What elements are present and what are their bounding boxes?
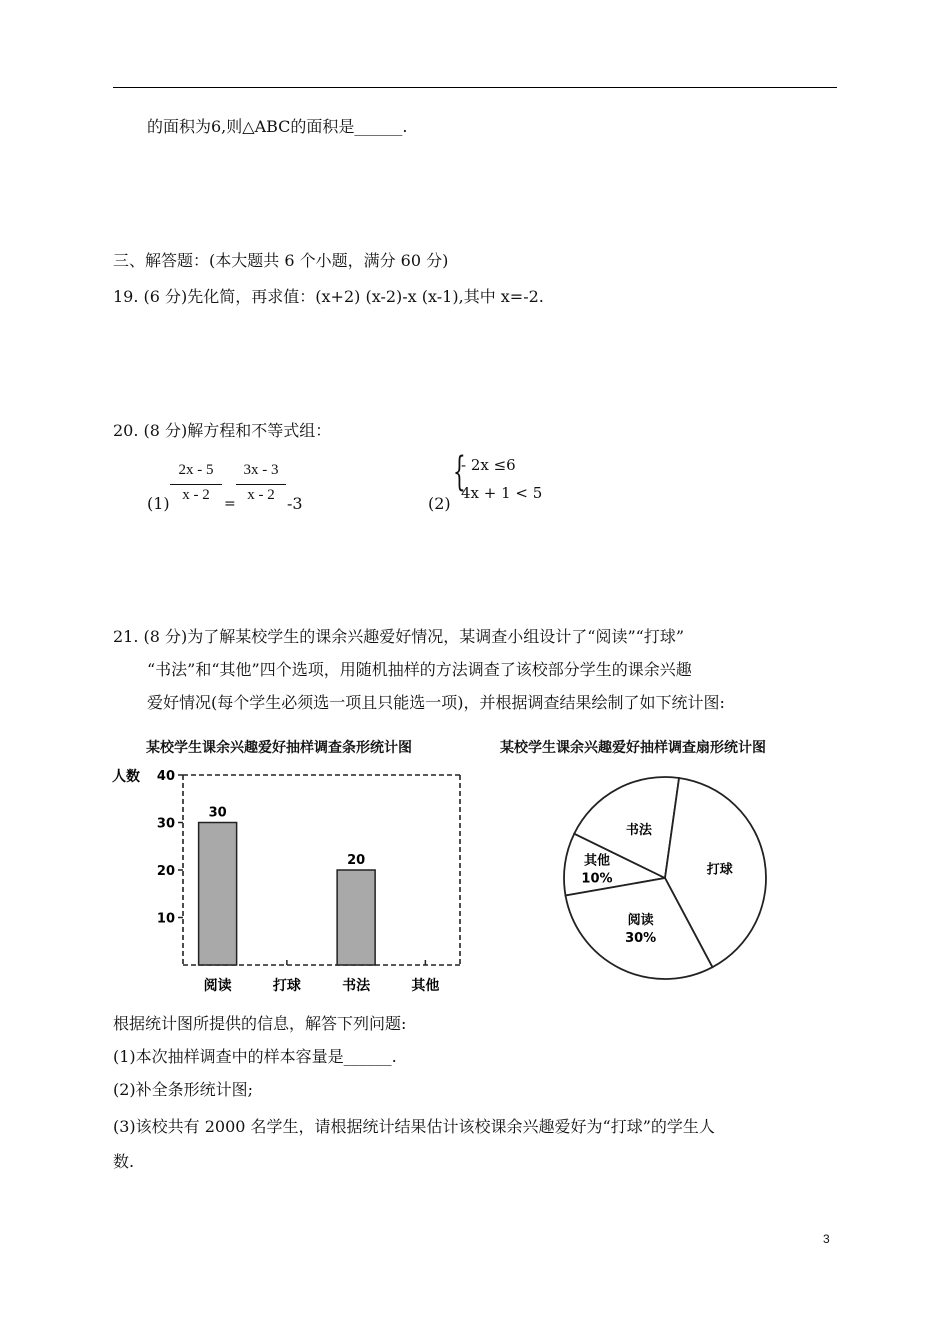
bar-value-label: 20 [347, 853, 366, 868]
q20-inequality-1: - 2x ≤6 [461, 456, 516, 474]
frac-left-numerator: 2x - 5 [178, 462, 214, 478]
system-brace-icon: { [453, 449, 466, 495]
bar-chart-title: 某校学生课余兴趣爱好抽样调查条形统计图 [146, 740, 412, 756]
bar-chart-y-ticks [157, 769, 183, 927]
frac-left-denominator: x - 2 [182, 487, 210, 503]
frac-right-bar [236, 484, 286, 485]
category-label: 打球 [272, 978, 301, 994]
pie-slice-label: 其他 [583, 853, 610, 869]
q20-part1-label: (1) [147, 494, 170, 513]
q21-sub2: (2)补全条形统计图; [113, 1080, 254, 1099]
pie-slice-label: 打球 [706, 862, 733, 878]
page-number: 3 [823, 1232, 830, 1246]
pie-slice-label: 书法 [625, 822, 652, 838]
y-tick-label: 30 [156, 816, 175, 832]
q21-sub1: (1)本次抽样调查中的样本容量是______. [113, 1047, 397, 1066]
pie-chart [555, 768, 775, 988]
bar [337, 870, 375, 965]
pie-slice-label: 阅读 [627, 912, 654, 928]
frac-right-numerator: 3x - 3 [243, 462, 279, 478]
category-label: 书法 [342, 978, 371, 994]
bar-value-label: 30 [208, 805, 227, 821]
q20-part2-label: (2) [428, 494, 451, 513]
pie-slice-percent: 10% [581, 871, 613, 887]
question-21-line2: “书法”和“其他”四个选项，用随机抽样的方法调查了该校部分学生的课余兴趣 [147, 660, 692, 679]
q21-instructions: 根据统计图所提供的信息，解答下列问题: [113, 1014, 407, 1033]
question-21-line3: 爱好情况(每个学生必须选一项且只能选一项)，并根据调查结果绘制了如下统计图: [147, 693, 725, 712]
bar-chart-categories [204, 977, 440, 994]
q20-frac-left [168, 462, 224, 504]
q18-tail-text: 的面积为6,则△ABC的面积是______. [147, 117, 408, 136]
section-3-heading: 三、解答题：(本大题共 6 个小题，满分 60 分) [113, 251, 449, 270]
y-tick-label: 10 [156, 911, 175, 927]
bar-chart-bars [199, 806, 426, 966]
q20-equals: = [224, 496, 236, 512]
q21-sub3-line1: (3)该校共有 2000 名学生，请根据统计结果估计该校课余兴趣爱好为“打球”的学生人 [113, 1117, 715, 1136]
category-label: 其他 [411, 978, 440, 994]
q20-frac-right [234, 462, 288, 504]
q21-sub3-line2: 数. [113, 1152, 135, 1171]
pie-slice-percent: 30% [625, 930, 657, 946]
frac-left-bar [170, 484, 222, 485]
bar [199, 823, 237, 966]
y-tick-label: 40 [156, 769, 175, 784]
bar-chart [110, 760, 480, 1005]
q20-part1-tail: -3 [287, 494, 303, 513]
question-20-title: 20. (8 分)解方程和不等式组： [113, 421, 332, 440]
question-21-line1: 21. (8 分)为了解某校学生的课余兴趣爱好情况，某调查小组设计了“阅读”“打球” [113, 627, 685, 646]
y-tick-label: 20 [156, 864, 175, 879]
header-rule [113, 87, 837, 88]
question-19: 19. (6 分)先化简，再求值：(x+2) (x-2)-x (x-1),其中 x=-2. [113, 287, 544, 306]
q20-inequality-2: 4x + 1 < 5 [461, 484, 543, 502]
frac-right-denominator: x - 2 [247, 487, 275, 503]
pie-chart-title: 某校学生课余兴趣爱好抽样调查扇形统计图 [500, 740, 766, 756]
category-label: 阅读 [203, 978, 232, 994]
bar-chart-ylabel: 人数 [112, 769, 140, 785]
